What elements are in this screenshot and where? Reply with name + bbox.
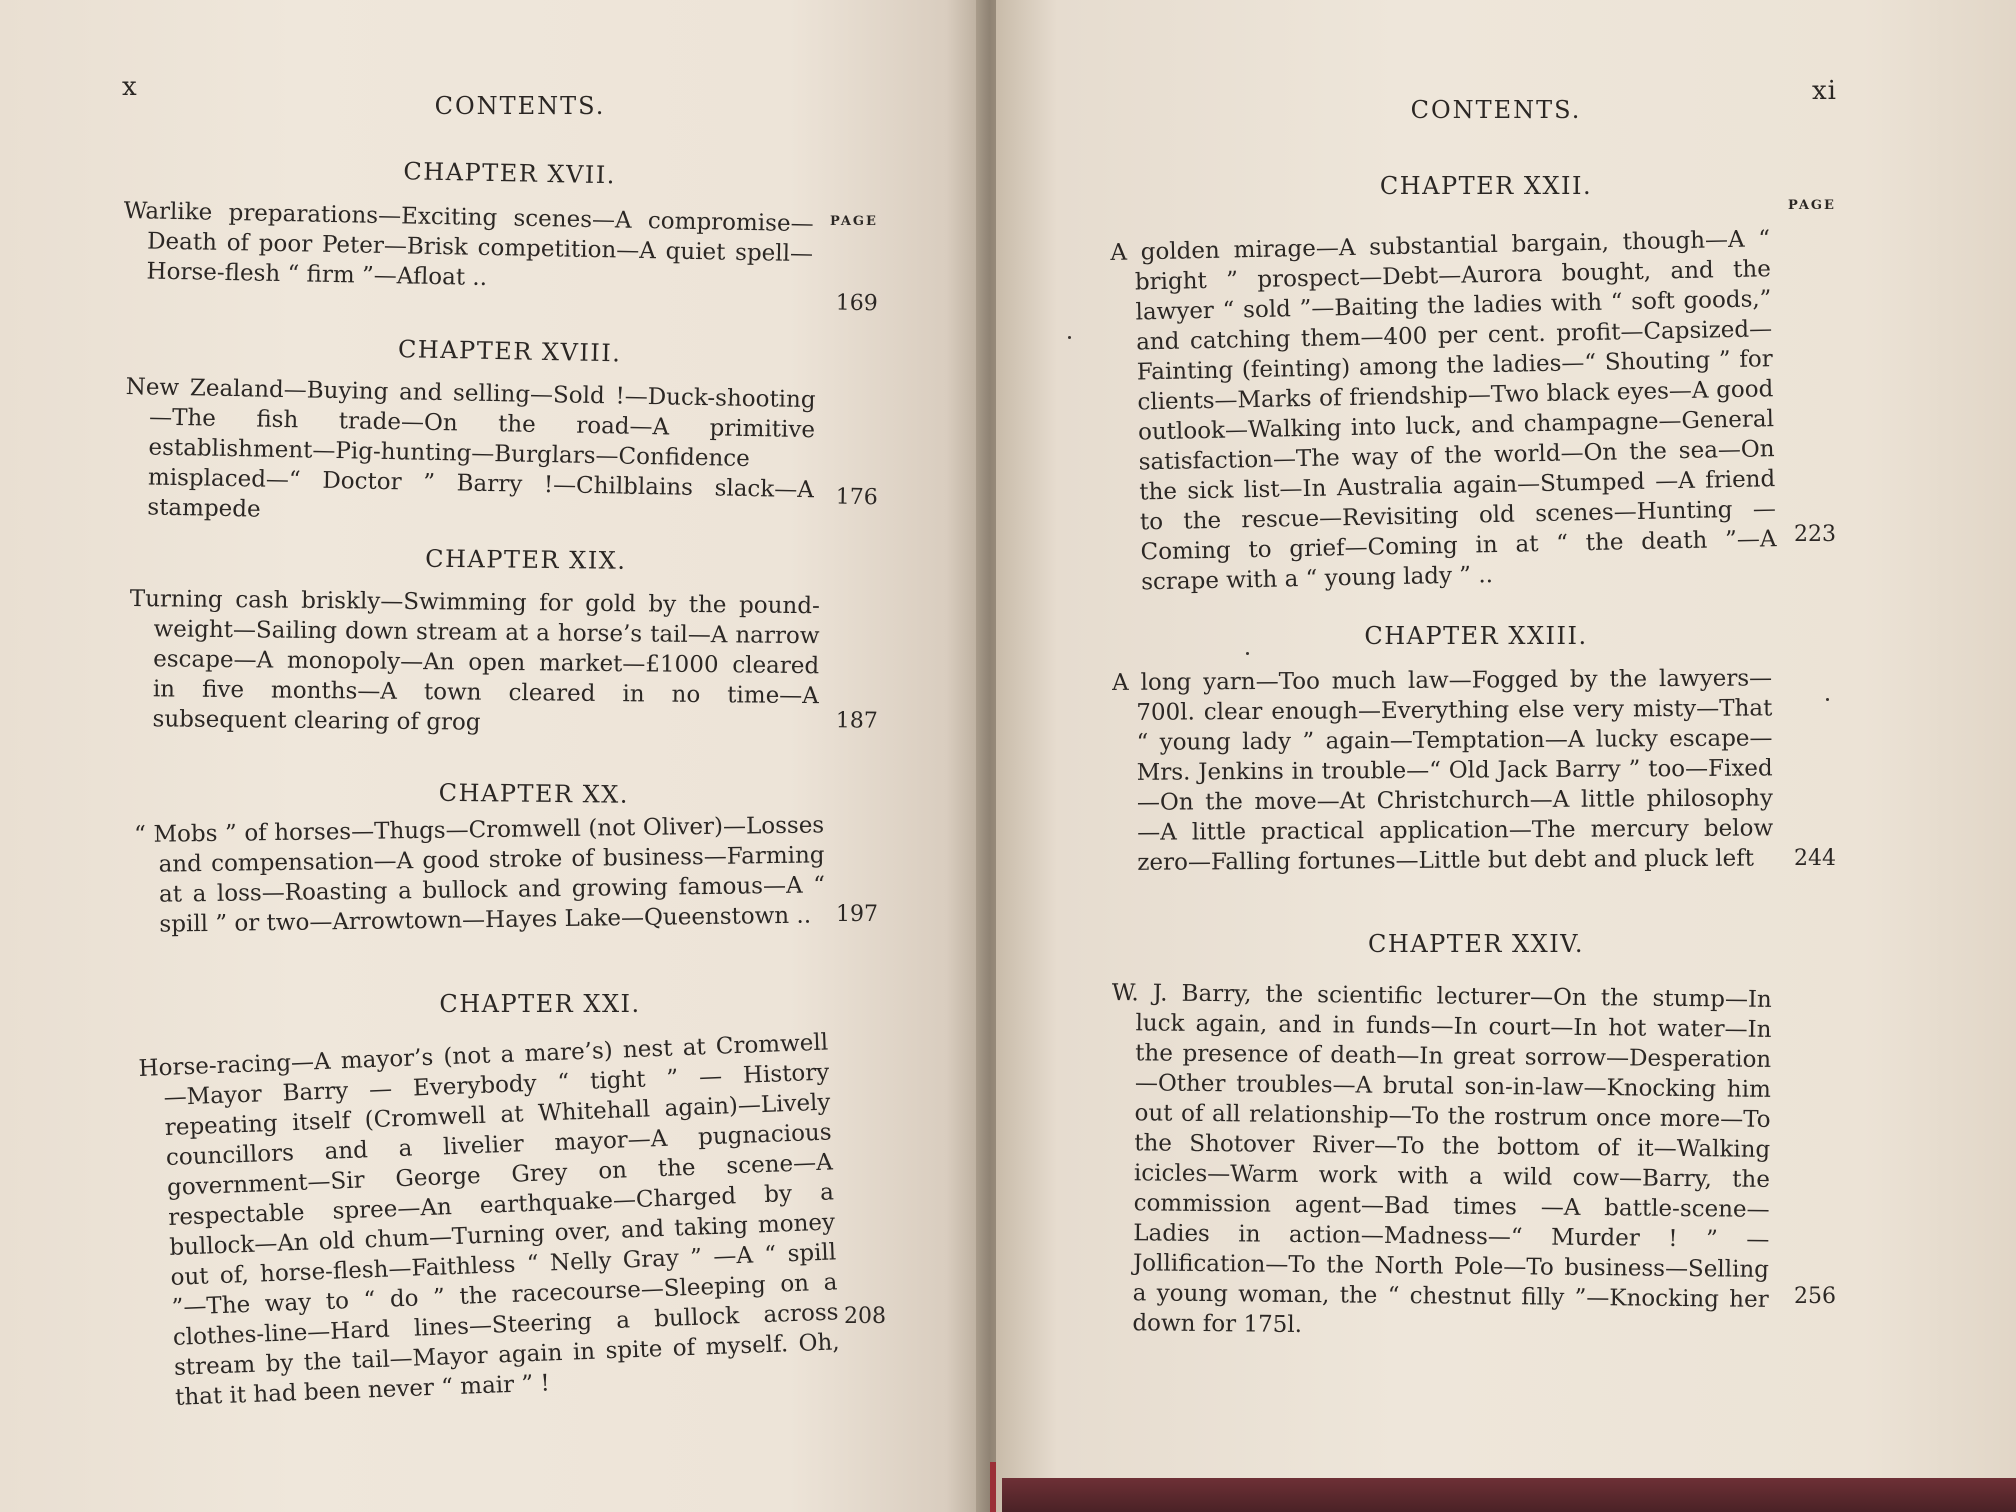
- chapter-summary: W. J. Barry, the scientific lecturer—On the stump—In luck again, and in funds—In court—In hot water—In the presence of death—In great sorrow—Desperation—Other troubles—A brutal son-in-law—Knocking him out of all relationship—To the rostrum once more—To the Shotover River—To the bottom of it—Walking icicles—Warm work with a wild cow—Barry, the commission agent—Bad times —A battle-scene—Ladies in action—Madness—“ Murder ! ” —Jollification—To the North Pole—To business—Selling a young woman, the “ chestnut filly ”—Knocking her down for 175l.: [1111, 979, 1772, 1339]
- left-folio: x: [122, 72, 138, 102]
- chapter-title: CHAPTER XX.: [438, 778, 630, 809]
- chapter-summary: “ Mobs ” of horses—Thugs—Cromwell (not Oliver)—Losses and compensation—A good stroke of business—Farming at a loss—Roasting a bullock and growing famous—A “ spill ” or two—Arrowtown—Hayes Lake—Queenstown ..: [134, 812, 826, 938]
- chapter-title: CHAPTER XIX.: [425, 544, 627, 575]
- chapter-page-number: 187: [835, 708, 878, 734]
- paper-speck: [1068, 336, 1071, 339]
- chapter-page-number: 256: [1794, 1284, 1836, 1309]
- paper-speck: [1826, 698, 1829, 701]
- chapter-page-number: 223: [1794, 522, 1836, 547]
- chapter-summary: Horse-racing—A mayor’s (not a mare’s) nest at Cromwell—Mayor Barry — Everybody “ tight ” — History repeating itself (Cromwell at Whitehall again)—Lively councillors and a livelier mayor—A pugnacious government—Sir George Grey on the scene—A respectable spree—An earthquake—Charged by a bullock—An old chum—Turning over, and taking money out of, horse-flesh—Faithless “ Nelly Gray ” —A “ spill ”—The way to “ do ” the racecourse—Sleeping on a clothes-line—Hard lines—Steering a bullock across stream by the tail—Mayor again in spite of myself. Oh, that it had been never “ mair ” !: [138, 1029, 841, 1411]
- chapter-summary: Turning cash briskly—Swimming for gold by the pound-weight—Sailing down stream at a horse’s tail—A narrow escape—A monopoly—An open market—£1000 cleared in five months—A town cleared in no time—A subsequent clearing of grog: [129, 585, 820, 736]
- right-running-head: CONTENTS.: [1410, 96, 1582, 124]
- chapter-page-number: 197: [836, 902, 878, 927]
- chapter-summary: A golden mirage—A substantial bargain, though—A “ bright ” prospect—Debt—Aurora bought, and the lawyer “ sold ”—Baiting the ladies with “ soft goods,” and catching them—400 per cent. profit—Capsized—Fainting (feinting) among the ladies—“ Shouting ” for clients—Marks of friendship—Two black eyes—A good outlook—Walking into luck, and champagne—General satisfaction—The way of the world—On the sea—On the sick list—In Australia again—Stumped —A friend to the rescue—Revisiting old scenes—Hunting —Coming to grief—Coming in at “ the death ”—A scrape with a “ young lady ” ..: [1110, 226, 1777, 596]
- chapter-page-number: 208: [844, 1304, 886, 1329]
- chapter-title: CHAPTER XXIII.: [1364, 622, 1588, 650]
- left-page: [0, 0, 986, 1512]
- page-column-label: PAGE: [830, 214, 878, 229]
- chapter-summary: New Zealand—Buying and selling—Sold !—Duck-shooting—The fish trade—On the road—A primitive establishment—Pig-hunting—Burglars—Confidence misplaced—“ Doctor ” Barry !—Chilblains slack—A stampede: [125, 373, 816, 523]
- left-running-head: CONTENTS.: [434, 92, 606, 120]
- chapter-summary: A long yarn—Too much law—Fogged by the lawyers—700l. clear enough—Everything else very misty—That “ young lady ” again—Temptation—A lucky escape—Mrs. Jenkins in trouble—“ Old Jack Barry ” too—Fixed—On the move—At Christchurch—A little philosophy—A little practical application—The mercury below zero—Falling fortunes—Little but debt and pluck left: [1112, 665, 1774, 876]
- chapter-page-number: 176: [835, 484, 878, 511]
- paper-speck: [1246, 652, 1249, 655]
- chapter-title: CHAPTER XXIV.: [1368, 930, 1584, 958]
- right-folio: xi: [1812, 76, 1837, 106]
- chapter-title: CHAPTER XXII.: [1379, 172, 1593, 200]
- page-column-label: PAGE: [1788, 198, 1836, 213]
- chapter-title: CHAPTER XVIII.: [397, 335, 622, 368]
- cover-edge: [1002, 1478, 2016, 1512]
- chapter-summary: Warlike preparations—Exciting scenes—A compromise—Death of poor Peter—Brisk competition—A quiet spell—Horse-flesh “ firm ”—Afloat ..: [123, 197, 814, 291]
- chapter-title: CHAPTER XXI.: [439, 990, 641, 1018]
- right-page: [996, 0, 2016, 1512]
- chapter-page-number: 169: [835, 290, 878, 317]
- chapter-title: CHAPTER XVII.: [403, 157, 617, 190]
- chapter-page-number: 244: [1794, 846, 1836, 871]
